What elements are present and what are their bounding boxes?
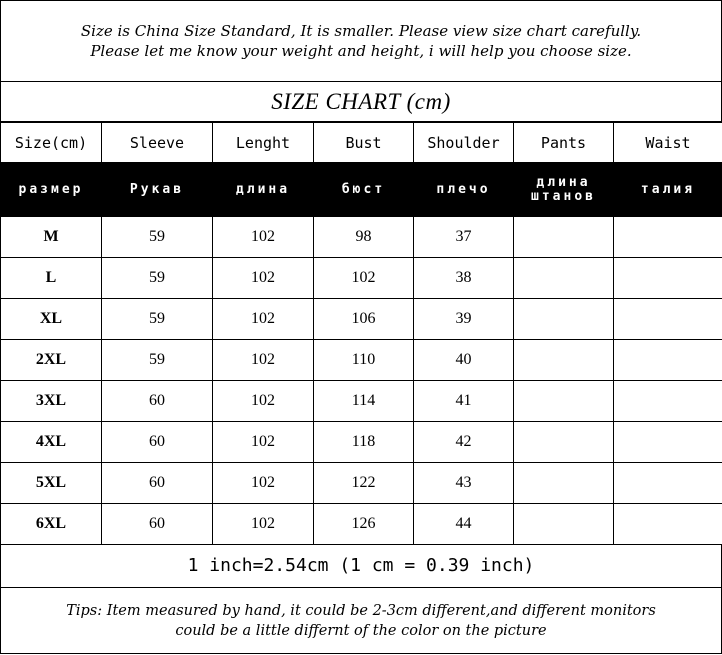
size-row-cell: 37 xyxy=(414,217,514,258)
size-row-cell: 39 xyxy=(414,299,514,340)
russian-header-row-cell: бюст xyxy=(314,163,414,217)
size-row-cell: 60 xyxy=(102,381,213,422)
size-row xyxy=(1,422,722,463)
size-notice xyxy=(0,0,722,82)
header-row-cell: Pants xyxy=(514,123,614,163)
size-row-cell: 102 xyxy=(213,463,314,504)
size-row-cell: 59 xyxy=(102,299,213,340)
size-row-cell: 40 xyxy=(414,340,514,381)
size-row-cell: 102 xyxy=(213,258,314,299)
size-row xyxy=(1,258,722,299)
size-row-cell: L xyxy=(1,258,102,299)
size-row-cell: 126 xyxy=(314,504,414,545)
tips-note xyxy=(0,588,722,654)
header-row xyxy=(1,123,722,163)
size-row-cell xyxy=(614,504,722,545)
size-row-cell xyxy=(614,299,722,340)
size-row-cell: 118 xyxy=(314,422,414,463)
notice-line-1: Size is China Size Standard, It is smaller. Please view size chart carefully. xyxy=(80,22,642,40)
size-row-cell: 3XL xyxy=(1,381,102,422)
tips-line-1: Tips: Item measured by hand, it could be 2-3cm different,and different monitors xyxy=(66,602,656,619)
header-row-cell: Shoulder xyxy=(414,123,514,163)
size-row-cell xyxy=(514,299,614,340)
size-row-cell: 4XL xyxy=(1,422,102,463)
chart-title: SIZE CHART (cm) xyxy=(0,82,722,122)
header-row-cell: Sleeve xyxy=(102,123,213,163)
header-row-cell: Waist xyxy=(614,123,722,163)
size-row-cell: 110 xyxy=(314,340,414,381)
header-row-cell: Size(cm) xyxy=(1,123,102,163)
notice-line-2: Please let me know your weight and height, i will help you choose size. xyxy=(90,42,632,60)
russian-header-row xyxy=(1,163,722,217)
size-row-cell: 59 xyxy=(102,340,213,381)
size-row-cell: 122 xyxy=(314,463,414,504)
size-row-cell xyxy=(514,504,614,545)
header-row-cell: Lenght xyxy=(213,123,314,163)
size-row-cell: 5XL xyxy=(1,463,102,504)
size-row-cell xyxy=(614,422,722,463)
size-table-body xyxy=(1,123,722,545)
size-row-cell: 2XL xyxy=(1,340,102,381)
size-row-cell: M xyxy=(1,217,102,258)
size-row-cell: 60 xyxy=(102,504,213,545)
size-row xyxy=(1,299,722,340)
unit-conversion: 1 inch=2.54cm (1 cm = 0.39 inch) xyxy=(0,544,722,588)
header-row-cell: Bust xyxy=(314,123,414,163)
size-row-cell: 102 xyxy=(213,299,314,340)
size-row-cell: 38 xyxy=(414,258,514,299)
russian-header-row-cell: размер xyxy=(1,163,102,217)
size-row-cell: 43 xyxy=(414,463,514,504)
size-row-cell: 59 xyxy=(102,258,213,299)
size-row-cell: 102 xyxy=(314,258,414,299)
size-row-cell: 102 xyxy=(213,422,314,463)
size-row xyxy=(1,340,722,381)
size-row-cell: 98 xyxy=(314,217,414,258)
size-row xyxy=(1,381,722,422)
size-row-cell: 102 xyxy=(213,504,314,545)
size-table xyxy=(0,122,722,545)
size-row-cell: 41 xyxy=(414,381,514,422)
size-row-cell xyxy=(514,422,614,463)
size-row-cell xyxy=(614,381,722,422)
russian-header-row-cell: Рукав xyxy=(102,163,213,217)
size-row-cell xyxy=(514,217,614,258)
russian-header-row-cell: плечо xyxy=(414,163,514,217)
size-row-cell: 114 xyxy=(314,381,414,422)
size-row-cell: XL xyxy=(1,299,102,340)
size-row-cell xyxy=(514,258,614,299)
size-row-cell: 60 xyxy=(102,463,213,504)
size-row-cell: 102 xyxy=(213,217,314,258)
size-row xyxy=(1,217,722,258)
russian-header-row-cell: длина штанов xyxy=(514,163,614,217)
size-row-cell xyxy=(514,340,614,381)
russian-header-row-cell: длина xyxy=(213,163,314,217)
size-row-cell: 102 xyxy=(213,381,314,422)
size-row-cell: 106 xyxy=(314,299,414,340)
size-row-cell xyxy=(514,463,614,504)
size-row-cell xyxy=(514,381,614,422)
size-row xyxy=(1,504,722,545)
size-row-cell: 59 xyxy=(102,217,213,258)
size-row-cell xyxy=(614,217,722,258)
size-row-cell: 44 xyxy=(414,504,514,545)
size-row-cell: 6XL xyxy=(1,504,102,545)
size-row xyxy=(1,463,722,504)
size-row-cell xyxy=(614,340,722,381)
tips-line-2: could be a little differnt of the color on the picture xyxy=(175,622,547,639)
russian-header-row-cell: талия xyxy=(614,163,722,217)
size-row-cell xyxy=(614,258,722,299)
size-row-cell: 42 xyxy=(414,422,514,463)
size-row-cell: 102 xyxy=(213,340,314,381)
size-row-cell xyxy=(614,463,722,504)
size-row-cell: 60 xyxy=(102,422,213,463)
